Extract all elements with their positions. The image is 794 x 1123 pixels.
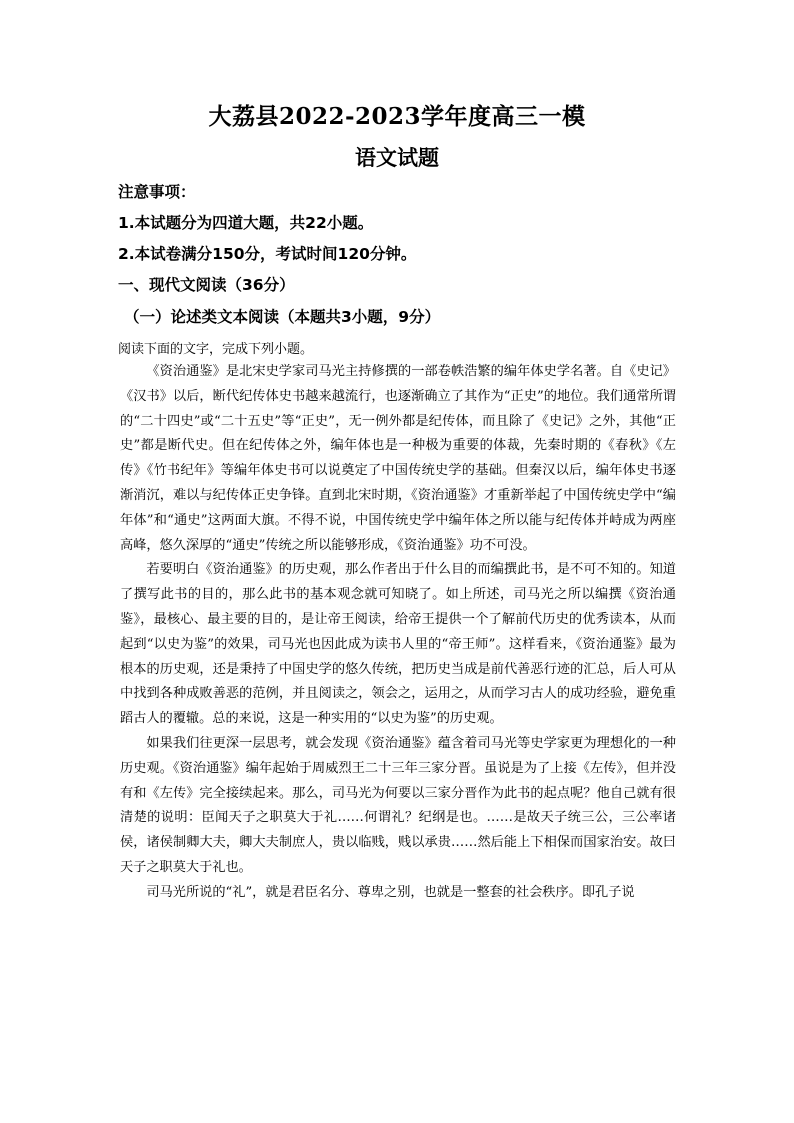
subsection-heading: （一）论述类文本阅读（本题共3小题，9分）: [124, 308, 441, 326]
notes-item-1: 1.本试题分为四道大题，共22小题。: [118, 214, 374, 232]
exam-subtitle: 语文试题: [355, 145, 439, 170]
passage-paragraph-1: 《资治通鉴》是北宋史学家司马光主持修撰的一部卷帙浩繁的编年体史学名著。自《史记》《汉书》以后，断代纪传体史书越来越流行，也逐渐确立了其作为“正史”的地位。我们通常所谓的“二十四史”或“二十五史”等“正史”，无一例外都是纪传体，而且除了《史记》之外，其他“正史”都是断代史。但在纪传体之外，编年体也是一种极为重要的体裁，先秦时期的《春秋》《左传》《竹书纪年》等编年体史书可以说奠定了中国传统史学的基础。但秦汉以后，编年体史书逐渐消沉，难以与纪传体正史争锋。直到北宋时期，《资治通鉴》才重新举起了中国传统史学中“编年体”和“通史”这两面大旗。不得不说，中国传统史学中编年体之所以能与纪传体并峙成为两座高峰，悠久深厚的“通史”传统之所以能够形成，《资治通鉴》功不可没。: [120, 364, 676, 553]
passage-paragraph-2: 若要明白《资治通鉴》的历史观，那么作者出于什么目的而编撰此书，是不可不知的。知道了撰写此书的目的，那么此书的基本观念就可知晓了。如上所述，司马光之所以编撰《资治通鉴》，最核心、最主要的目的，是让帝王阅读，给帝王提供一个了解前代历史的优秀读本，从而起到“以史为鉴”的效果，司马光也因此成为读书人里的“帝王师”。这样看来，《资治通鉴》最为根本的历史观，还是秉持了中国史学的悠久传统，把历史当成是前代善恶行迹的汇总，后人可从中找到各种成败善恶的范例，并且阅读之，领会之，运用之，从而学习古人的成功经验，避免重蹈古人的覆辙。总的来说，这是一种实用的“以史为鉴”的历史观。: [120, 562, 676, 727]
reading-passage: [120, 360, 676, 906]
notes-item-2: 2.本试卷满分150分，考试时间120分钟。: [118, 245, 417, 263]
passage-paragraph-4: 司马光所说的“礼”，就是君臣名分、尊卑之别，也就是一整套的社会秩序。即孔子说: [146, 884, 635, 900]
exam-title: 大荔县2022-2023学年度高三一模: [208, 103, 586, 130]
section-heading: 一、现代文阅读（36分）: [118, 276, 295, 294]
passage-paragraph-3: 如果我们往更深一层思考，就会发现《资治通鉴》蕴含着司马光等史学家更为理想化的一种历史观。《资治通鉴》编年起始于周威烈王二十三年三家分晋。虽说是为了上接《左传》，但并没有和《左传》完全接续起来。那么，司马光为何要以三家分晋作为此书的起点呢？他自己就有很清楚的说明：臣闻天子之职莫大于礼……何谓礼？纪纲是也。……是故天子统三公，三公率诸侯，诸侯制卿大夫，卿大夫制庶人，贵以临贱，贱以承贵……然后能上下相保而国家治安。故曰天子之职莫大于礼也。: [120, 735, 676, 875]
reading-instruction: 阅读下面的文字，完成下列小题。: [118, 342, 314, 357]
notes-heading: 注意事项：: [118, 183, 196, 201]
